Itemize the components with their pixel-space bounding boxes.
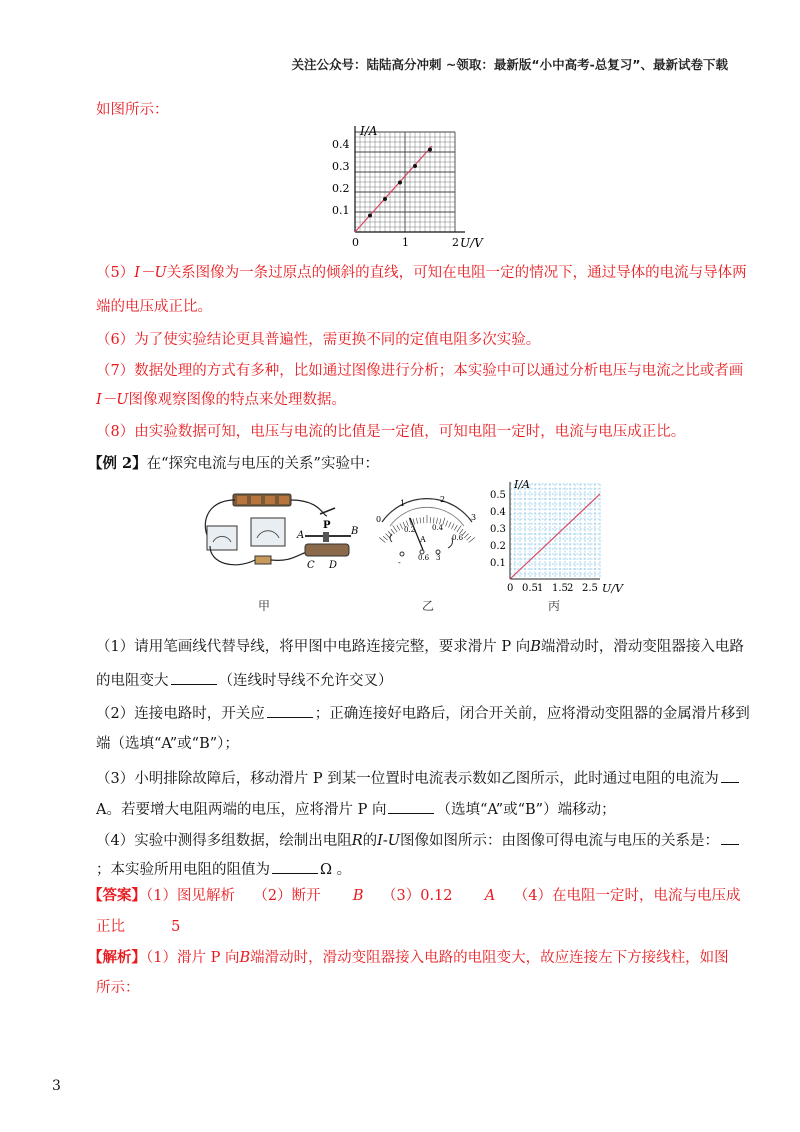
question-1-cont: 的电阻变大 （连线时导线不允许交叉） (96, 670, 393, 691)
dial-06: 0.6 (452, 534, 464, 542)
data-point (413, 164, 417, 168)
graph3-grid (510, 484, 600, 579)
graph3-ylabel: I/A (514, 478, 530, 491)
ammeter-device (251, 518, 285, 546)
dial-3: 3 (471, 513, 477, 522)
dial-tick (413, 519, 414, 525)
terminal-3: 3 (436, 554, 441, 562)
dial-tick (469, 537, 475, 542)
dial-tick (457, 525, 461, 532)
dial-tick (436, 518, 437, 524)
data-point (368, 214, 372, 218)
label-D: D (329, 560, 338, 571)
dial-tick (420, 517, 421, 523)
ytick: 0.3 (332, 160, 350, 173)
answer-line: 【答案】（1）图见解析 （2）断开 B （3）0.12 A （4）在电阻一定时，电流与电压成 (88, 887, 741, 904)
ytick: 0.1 (332, 204, 350, 217)
dial-0: 0 (376, 515, 382, 524)
page-number: 3 (52, 1078, 61, 1094)
data-point (398, 181, 402, 185)
dial-tick (393, 525, 397, 532)
fixed-resistor (255, 556, 271, 564)
label-B: B (351, 526, 359, 537)
blank-3 (721, 768, 739, 783)
ytick: 0.5 (490, 490, 506, 501)
dial-tick (446, 521, 448, 527)
dial-tick (449, 522, 451, 528)
xtick: 1 (402, 236, 409, 249)
ammeter-dial (368, 492, 483, 572)
xtick: 2 (567, 583, 574, 594)
dial-tick (397, 525, 400, 530)
analysis-7: （7）数据处理的方式有多种，比如通过图像进行分析；本实验中可以通过分析电压与电流之比或者画 (96, 363, 744, 379)
xtick: 1 (537, 583, 544, 594)
dial-tick (454, 525, 457, 530)
as-shown-text: 如图所示： (96, 102, 169, 118)
circuit-diagram (195, 486, 365, 576)
caption-jia: 甲 (258, 599, 271, 613)
data-point (428, 148, 432, 152)
question-1: （1）请用笔画线代替导线，将甲图中电路连接完整，要求滑片 P 向B端滑动时，滑动变阻器接入电路 (96, 639, 744, 655)
xtick: 0.5 (522, 583, 538, 594)
dial-2: 2 (440, 495, 446, 504)
graph1-line (355, 146, 432, 232)
dial-tick (383, 536, 387, 540)
blank-1 (171, 670, 217, 685)
iu-graph-1 (330, 122, 500, 252)
terminal-06: 0.6 (418, 554, 430, 562)
xtick: 1.5 (552, 583, 568, 594)
caption-bing: 丙 (548, 599, 561, 613)
blank-2 (267, 703, 313, 718)
dial-tick (391, 529, 395, 534)
ytick: 0.3 (490, 524, 506, 535)
example-heading: 【例 2】在“探究电流与电压的关系”实验中： (88, 455, 379, 472)
terminal-minus: - (398, 558, 401, 567)
graph3-xlabel: U/V (602, 582, 623, 595)
graph3-xticks (507, 583, 598, 594)
xtick: 0 (352, 236, 359, 249)
dial-1: 1 (400, 499, 406, 508)
ytick: 0.4 (490, 507, 506, 518)
blank-4 (388, 799, 434, 814)
analysis-7-cont: I－U图像观察图像的特点来处理数据。 (96, 392, 346, 408)
dial-tick (464, 534, 468, 538)
analysis-8: （8）由实验数据可知，电压与电流的比值是一定值，可知电阻一定时，电流与电压成正比。 (96, 424, 686, 440)
dial-tick (451, 523, 454, 528)
ytick: 0.1 (490, 558, 506, 569)
label-C: C (307, 560, 315, 571)
label-P: P (323, 520, 331, 531)
graph1-xticks (352, 236, 459, 249)
dial-unit: A (420, 535, 426, 544)
dial-tick (400, 523, 403, 528)
question-3: （3）小明排除故障后，移动滑片 P 到某一位置时电流表示数如乙图所示，此时通过电阻的电流为 (96, 768, 741, 789)
question-2-cont: 端（选填“A”或“B”）； (96, 736, 239, 752)
caption-yi: 乙 (422, 599, 435, 613)
dial-tick (433, 517, 434, 523)
ytick: 0.4 (332, 138, 350, 151)
question-4-cont: ；本实验所用电阻的阻值为 Ω 。 (96, 859, 351, 880)
dial-tick (379, 537, 385, 542)
xtick: 2 (452, 236, 459, 249)
answer-line-cont: 正比 5 (96, 919, 181, 935)
graph3-yticks (490, 490, 506, 569)
blank-6 (272, 859, 318, 874)
solution-line-cont: 所示： (96, 980, 140, 996)
page-header: 关注公众号：陆陆高分冲刺 ~领取：最新版“小中高考-总复习”、最新试卷下载 (291, 57, 728, 72)
question-4: （4）实验中测得多组数据，绘制出电阻R的I-U图像如图所示：由图像可得电流与电压的关系是： (96, 830, 741, 851)
dial-02: 0.2 (404, 526, 416, 534)
graph1-ylabel: I/A (360, 124, 378, 138)
dial-04: 0.4 (432, 524, 444, 532)
dial-tick (386, 534, 390, 538)
blank-5 (721, 830, 739, 845)
ytick: 0.2 (490, 541, 506, 552)
analysis-6: （6）为了使实验结论更具普遍性，需更换不同的定值电阻多次实验。 (96, 332, 541, 348)
question-2: （2）连接电路时，开关应 ；正确连接好电路后，闭合开关前，应将滑动变阻器的金属滑片移到 (96, 703, 750, 724)
analysis-5-cont: 端的电压成正比。 (96, 299, 212, 315)
question-3-cont: A。若要增大电阻两端的电压，应将滑片 P 向 （选填“A”或“B”）端移动； (96, 799, 616, 820)
dial-tick (416, 518, 417, 524)
graph1-xlabel: U/V (460, 236, 483, 250)
data-point (383, 197, 387, 201)
dial-tick (467, 536, 471, 540)
solution-line: 【解析】（1）滑片 P 向B端滑动时，滑动变阻器接入电路的电阻变大，故应连接左下方接线柱，如图 (88, 949, 729, 966)
xtick: 2.5 (582, 583, 598, 594)
iu-graph-3 (488, 476, 630, 598)
dial-needle (410, 518, 423, 550)
voltmeter (207, 526, 237, 550)
graph1-yticks (332, 138, 350, 217)
ytick: 0.2 (332, 182, 350, 195)
label-A: A (297, 530, 305, 541)
analysis-5: （5）I－U关系图像为一条过原点的倾斜的直线，可知在电阻一定的情况下，通过导体的电流与导体两 (96, 265, 747, 281)
xtick: 0 (507, 583, 514, 594)
rheostat (305, 544, 349, 556)
